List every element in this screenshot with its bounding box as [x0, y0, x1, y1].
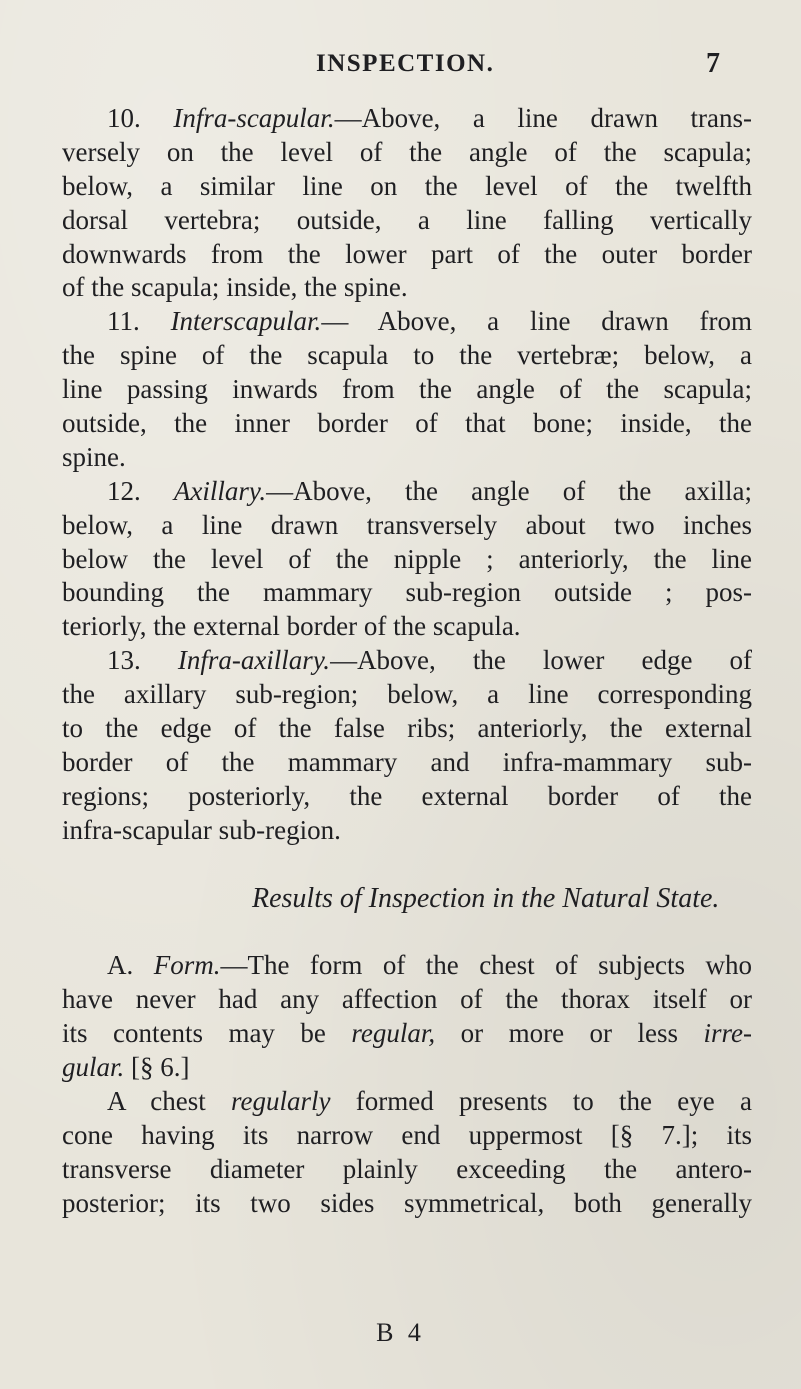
- text-run: —Above, the angle of the axilla;: [266, 475, 753, 506]
- paragraph-13-line: to the edge of the false ribs; anteriorly, the external: [62, 713, 752, 744]
- region-name: Infra-scapular.: [173, 103, 335, 133]
- emphasis: regularly: [231, 1086, 331, 1117]
- section-a-line: have never had any affection of the thorax itself or: [62, 984, 752, 1015]
- paragraph-12-line: teriorly, the external border of the scapula.: [62, 611, 521, 642]
- region-name: Infra-axillary.: [177, 645, 331, 676]
- paragraph-11-line: spine.: [62, 441, 126, 472]
- paragraph-12-line: [62, 475, 752, 509]
- body-text: [62, 102, 752, 1221]
- text-run: or more or less: [435, 1018, 704, 1049]
- paragraph-10-line: versely on the level of the angle of the scapula;: [62, 136, 752, 167]
- section-a-line: [62, 1085, 752, 1119]
- section-a-line: [62, 1017, 752, 1051]
- paragraph-12-line: below, a line drawn transversely about two inches: [62, 509, 752, 540]
- item-number: 12.: [107, 475, 174, 506]
- paragraph-10-line: of the scapula; inside, the spine.: [62, 272, 408, 303]
- paragraph-12-line: below the level of the nipple ; anteriorly, the line: [62, 543, 752, 574]
- section-heading: Results of Inspection in the Natural State.: [252, 882, 720, 914]
- emphasis: regular,: [351, 1018, 436, 1049]
- text-run: its contents may be: [62, 1018, 352, 1049]
- region-name: Axillary.: [173, 475, 267, 506]
- paragraph-11-line: [62, 305, 752, 339]
- section-a-line: cone having its narrow end uppermost [§ 7.]; its: [62, 1119, 752, 1150]
- text-run: formed presents to the eye a: [330, 1086, 752, 1117]
- paragraph-13-line: infra-scapular sub-region.: [62, 814, 341, 845]
- page-header: [300, 46, 720, 86]
- text-run: A chest: [107, 1086, 232, 1117]
- item-number: 10.: [107, 103, 174, 133]
- text-run: —The form of the chest of subjects who: [220, 950, 752, 981]
- section-a-line: posterior; its two sides symmetrical, both generally: [62, 1187, 752, 1218]
- paragraph-10-line: dorsal vertebra; outside, a line falling vertically: [62, 204, 752, 235]
- emphasis: irre-: [703, 1018, 752, 1049]
- subsection-name: Form.: [153, 950, 221, 981]
- paragraph-10-line: below, a similar line on the level of the twelfth: [62, 170, 752, 201]
- paragraph-13-line: [62, 644, 752, 678]
- text-run: — Above, a line drawn from: [321, 306, 753, 337]
- paragraph-11-line: line passing inwards from the angle of the scapula;: [62, 374, 752, 405]
- paragraph-12-line: bounding the mammary sub-region outside ; pos-: [62, 577, 752, 608]
- item-letter: A.: [107, 950, 154, 981]
- paragraph-11-line: outside, the inner border of that bone; inside, the: [62, 408, 752, 439]
- paragraph-13-line: the axillary sub-region; below, a line corresponding: [62, 679, 752, 710]
- cross-reference: [§ 6.]: [124, 1052, 190, 1083]
- running-head: INSPECTION.: [316, 50, 495, 77]
- signature-mark: B 4: [376, 1318, 425, 1347]
- section-a-line: [62, 1051, 752, 1085]
- text-run: —Above, a line drawn trans-: [334, 103, 753, 133]
- text-run: —Above, the lower edge of: [330, 645, 753, 676]
- paragraph-11-line: the spine of the scapula to the vertebræ; below, a: [62, 340, 752, 371]
- paragraph-13-line: regions; posteriorly, the external border of the: [62, 780, 752, 811]
- page-number: 7: [706, 48, 720, 79]
- paragraph-13-line: border of the mammary and infra-mammary sub-: [62, 746, 752, 777]
- paragraph-10-line: [62, 102, 752, 136]
- paragraph-10-line: downwards from the lower part of the outer border: [62, 238, 752, 269]
- section-a-line: [62, 949, 752, 983]
- section-a-line: transverse diameter plainly exceeding the antero-: [62, 1153, 752, 1184]
- item-number: 13.: [107, 645, 178, 676]
- item-number: 11.: [107, 306, 171, 337]
- emphasis: gular.: [62, 1052, 125, 1083]
- region-name: Interscapular.: [170, 306, 322, 337]
